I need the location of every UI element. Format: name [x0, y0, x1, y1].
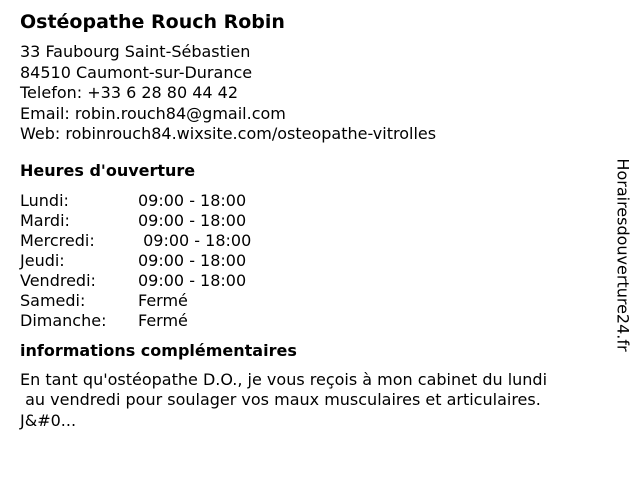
- day-label: Jeudi:: [20, 250, 65, 270]
- site-brand-vertical: Horairesdouverture24.fr: [613, 158, 633, 352]
- day-label: Samedi:: [20, 290, 86, 310]
- hours-value: 09:00 - 18:00: [138, 250, 247, 270]
- day-label: Lundi:: [20, 190, 69, 210]
- address-block: [20, 42, 600, 145]
- hours-value: 09:00 - 18:00: [138, 190, 247, 210]
- hours-value: Fermé: [138, 310, 188, 330]
- hours-value: Fermé: [138, 290, 188, 310]
- hours-row-monday: [20, 191, 600, 211]
- day-label: Dimanche:: [20, 310, 107, 330]
- additional-info-title: informations complémentaires: [20, 340, 297, 360]
- hours-row-wednesday: [20, 231, 600, 251]
- day-label: Mercredi:: [20, 230, 95, 250]
- day-label: Vendredi:: [20, 270, 96, 290]
- hours-row-thursday: [20, 251, 600, 271]
- day-label: Mardi:: [20, 210, 70, 230]
- email-address: Email: robin.rouch84@gmail.com: [20, 103, 286, 123]
- opening-hours-table: [20, 191, 600, 331]
- hours-row-friday: [20, 271, 600, 291]
- city-address: 84510 Caumont-sur-Durance: [20, 62, 253, 82]
- hours-row-sunday: [20, 311, 600, 331]
- website-url: Web: robinrouch84.wixsite.com/osteopathe-vitrolles: [20, 124, 437, 143]
- hours-value: 09:00 - 18:00: [138, 210, 247, 230]
- additional-info-text: En tant qu'ostéopathe D.O., je vous reçois à mon cabinet du lundi au vendredi pour soulager vos maux musculaires et articulaires. J&#0...: [20, 369, 548, 430]
- hours-row-tuesday: [20, 211, 600, 231]
- business-card: [20, 10, 600, 431]
- business-name: Ostéopathe Rouch Robin: [20, 11, 285, 33]
- hours-row-saturday: [20, 291, 600, 311]
- hours-value: 09:00 - 18:00: [138, 270, 247, 290]
- phone-number: Telefon: +33 6 28 80 44 42: [20, 83, 239, 102]
- hours-value: 09:00 - 18:00: [138, 230, 252, 250]
- street-address: 33 Faubourg Saint-Sébastien: [20, 42, 251, 61]
- opening-hours-title: Heures d'ouverture: [20, 160, 196, 180]
